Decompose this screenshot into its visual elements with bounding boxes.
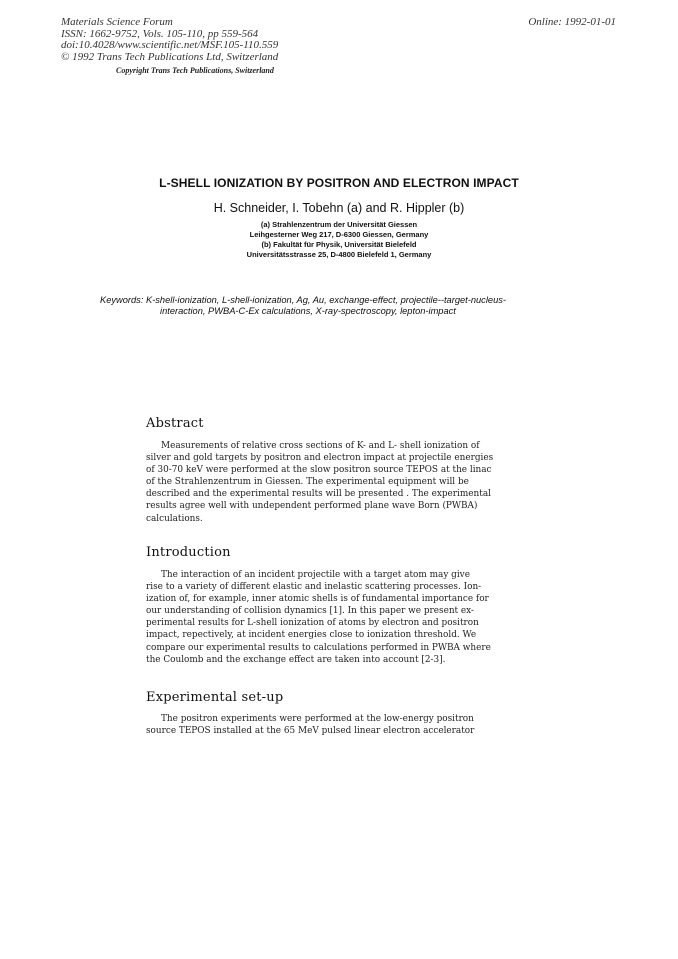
text-line: our understanding of collision dynamics [1]. In this paper we present ex-: [146, 606, 475, 617]
affiliation-line: (a) Strahlenzentrum der Universität Giessen: [260, 220, 418, 229]
doi-line: doi:10.4028/www.scientific.net/MSF.105-110.559: [61, 39, 279, 51]
introduction-heading: Introduction: [146, 545, 231, 560]
text-line: rise to a variety of different elastic and inelastic scattering processes. Ion-: [146, 582, 482, 593]
online-date: Online: 1992-01-01: [528, 16, 616, 28]
text-line: Measurements of relative cross sections of K- and L- shell ionization of: [161, 441, 480, 451]
affiliation-line: (b) Fakultät für Physik, Universität Bielefeld: [261, 240, 417, 249]
text-line: impact, repectively, at incident energies close to ionization threshold. We: [146, 630, 477, 641]
publisher-copyright: © 1992 Trans Tech Publications Ltd, Switzerland: [61, 50, 279, 63]
introduction-paragraph: [146, 569, 504, 666]
affiliation-line: Universitätsstrasse 25, D-4800 Bielefeld 1, Germany: [246, 250, 432, 259]
text-line: silver and gold targets by positron and electron impact at projectile energies: [146, 453, 494, 464]
abstract-heading: Abstract: [146, 416, 204, 431]
text-line: The interaction of an incident projectile with a target atom may give: [161, 570, 470, 580]
keywords-line: Keywords: K-shell-ionization, L-shell-ionization, Ag, Au, exchange-effect, projectile--target-nucleus-: [100, 295, 506, 305]
affiliation-line: Leihgesterner Weg 217, D-6300 Giessen, Germany: [249, 230, 429, 239]
text-line: of 30-70 keV were performed at the slow positron source TEPOS at the linac: [146, 465, 492, 476]
keywords-line: interaction, PWBA-C-Ex calculations, X-ray-spectroscopy, lepton-impact: [160, 306, 456, 316]
issn-line: ISSN: 1662-9752, Vols. 105-110, pp 559-564: [61, 27, 259, 40]
paper-title: L-SHELL IONIZATION BY POSITRON AND ELECTRON IMPACT: [159, 176, 519, 190]
text-line: perimental results for L-shell ionization of atoms by electron and positron: [146, 618, 479, 629]
copyright-stamp: Copyright Trans Tech Publications, Switzerland: [116, 66, 274, 75]
experimental-heading: Experimental set-up: [146, 690, 284, 705]
abstract-paragraph: [146, 440, 504, 525]
text-line: of the Strahlenzentrum in Giessen. The experimental equipment will be: [146, 477, 469, 488]
text-line: described and the experimental results will be presented . The experimental: [146, 489, 491, 500]
journal-header: [61, 17, 278, 63]
experimental-paragraph: [146, 713, 504, 737]
text-line: The positron experiments were performed at the low-energy positron: [161, 714, 474, 724]
text-line: the Coulomb and the exchange effect are taken into account [2-3].: [146, 654, 446, 665]
keywords-block: [100, 295, 570, 317]
author-list: H. Schneider, I. Tobehn (a) and R. Hippler (b): [213, 201, 465, 215]
text-line: compare our experimental results to calculations performed in PWBA where: [146, 642, 491, 653]
text-line: source TEPOS installed at the 65 MeV pulsed linear electron accelerator: [146, 726, 475, 737]
text-line: results agree well with undependent performed plane wave Born (PWBA): [146, 501, 478, 512]
text-line: ization of, for example, inner atomic shells is of fundamental importance for: [146, 594, 489, 605]
affiliations: [0, 220, 678, 260]
text-line: calculations.: [146, 513, 203, 524]
journal-name: Materials Science Forum: [61, 16, 173, 28]
